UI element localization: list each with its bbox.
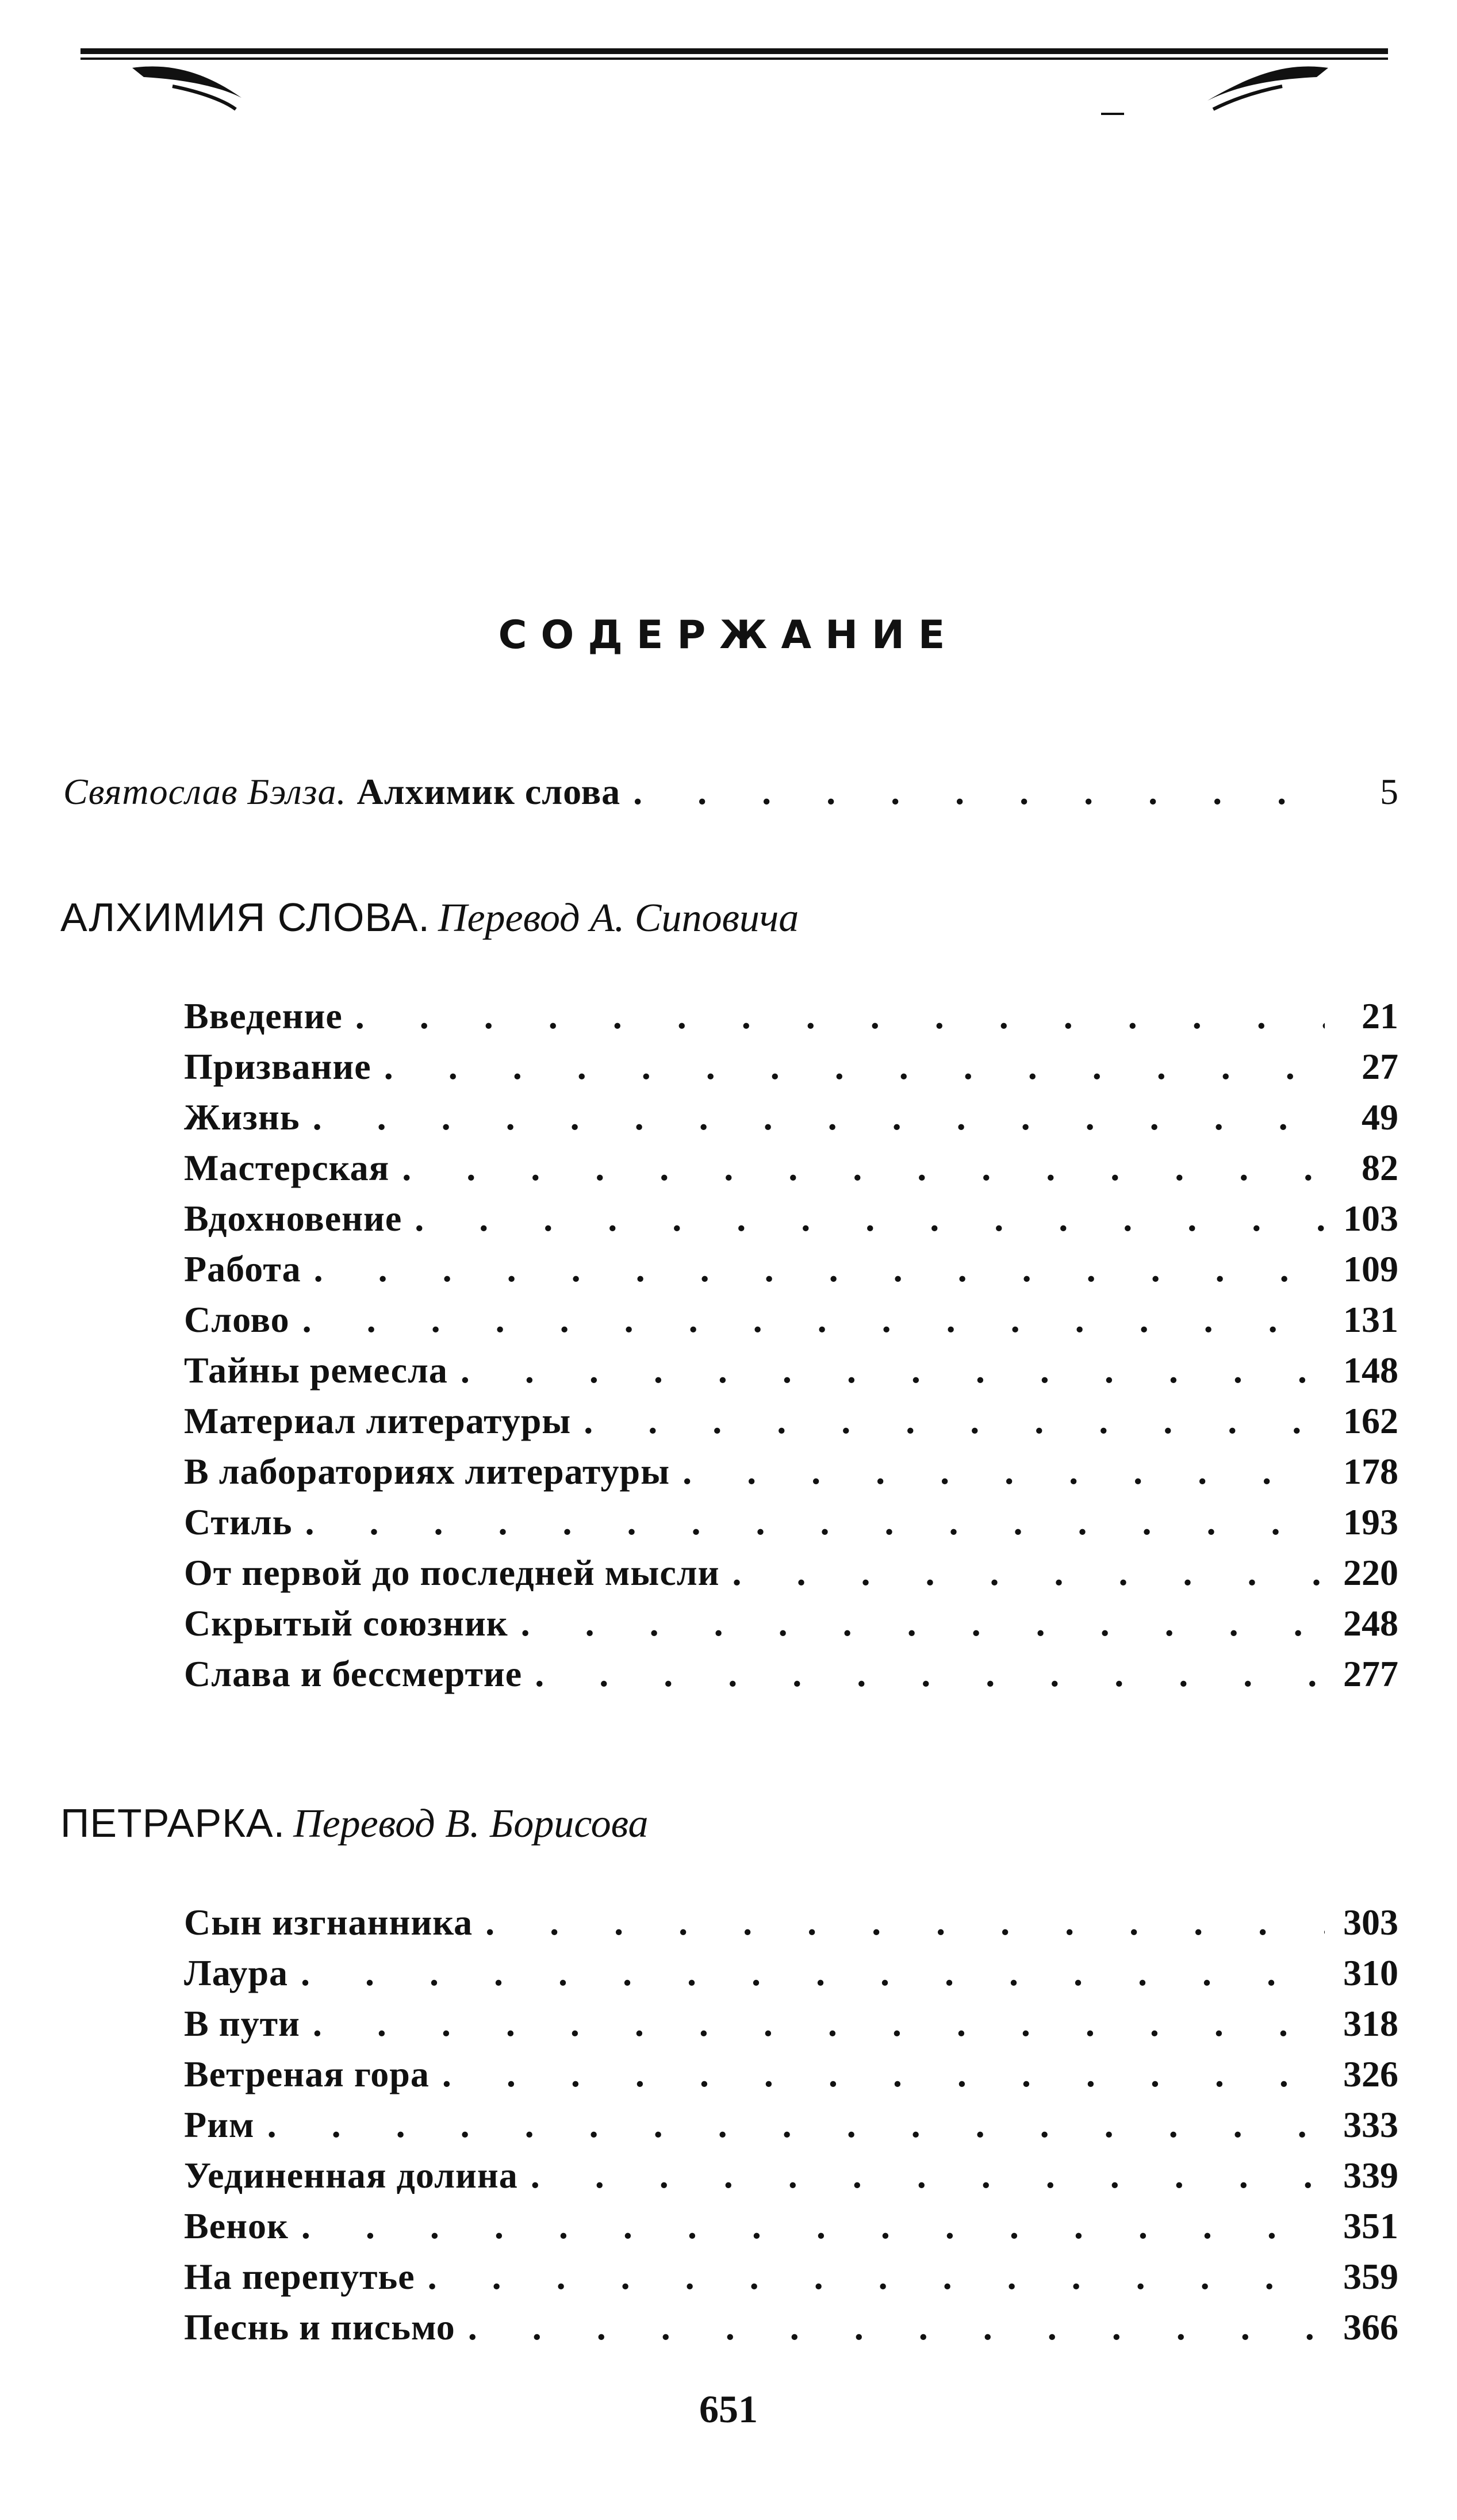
chapter-title: Введение [184,995,343,1036]
toc-entry[interactable] [184,1450,1398,1502]
toc-entry[interactable] [184,1552,1398,1603]
toc-entry[interactable] [184,995,1398,1047]
chapter-page: 333 [1343,2104,1398,2145]
dot-leader [301,1952,1325,1994]
chapter-title: Рим [184,2104,255,2145]
dot-leader [733,1552,1325,1594]
dot-leader [683,1450,1325,1493]
toc-entry[interactable] [184,1349,1398,1401]
chapter-title: Стиль [184,1502,293,1542]
chapter-title: Слово [184,1299,290,1340]
dot-leader [415,1197,1325,1240]
dot-leader [633,771,1325,813]
chapter-page: 303 [1343,1902,1398,1943]
dot-leader [313,2002,1325,2045]
toc-entry[interactable] [184,2205,1398,2257]
chapter-title: Мастерская [184,1147,390,1188]
chapter-title: Песнь и письмо [184,2307,455,2347]
ornament-right-hook [1213,86,1282,109]
toc-entry[interactable] [184,1901,1398,1953]
chapter-page: 178 [1343,1451,1398,1492]
intro-author: Святослав Бэлза. [63,771,347,812]
toc-entry[interactable] [184,1096,1398,1148]
chapter-title: Призвание [184,1046,371,1087]
dot-leader [485,1901,1325,1944]
toc-entry[interactable] [184,1400,1398,1452]
chapter-title: Венок [184,2205,289,2246]
toc-entry[interactable] [184,2154,1398,2206]
page-title: СОДЕРЖАНИЕ [498,612,959,658]
toc-entry[interactable] [184,1299,1398,1350]
chapter-title: Лаура [184,1952,289,1993]
ornament-left-flourish [132,66,241,98]
dot-leader [531,2154,1325,2197]
intro-label [63,771,620,813]
chapter-title: В лабораториях литературы [184,1451,670,1492]
chapter-title: Ветреная гора [184,2054,430,2094]
dot-leader [302,1299,1325,1341]
toc-entry[interactable] [184,1045,1398,1097]
chapter-title: Вдохновение [184,1198,402,1239]
chapter-title: От первой до последней мысли [184,1552,720,1593]
intro-title: Алхимик слова [356,771,621,812]
toc-entry[interactable] [184,2255,1398,2307]
chapter-page: 220 [1343,1552,1398,1593]
section-translator: Перевод В. Борисова [293,1802,649,1846]
chapter-page: 248 [1343,1603,1398,1644]
section-name: ПЕТРАРКА. [60,1801,286,1845]
section-heading-petrarch [60,1800,648,1847]
dot-leader [384,1045,1325,1088]
chapter-page: 21 [1362,995,1398,1036]
chapter-page: 162 [1343,1400,1398,1441]
dot-leader [468,2306,1325,2349]
chapter-page: 82 [1362,1147,1398,1188]
section-name: АЛХИМИЯ СЛОВА. [60,895,430,940]
toc-intro-entry[interactable] [63,771,1398,822]
dot-leader [355,995,1325,1037]
chapter-title: Скрытый союзник [184,1603,508,1644]
dot-leader [521,1602,1325,1645]
header-ornament [0,0,1457,150]
toc-entry[interactable] [184,1501,1398,1553]
chapter-page: 351 [1343,2205,1398,2246]
dot-leader [301,2205,1325,2247]
chapter-page: 148 [1343,1350,1398,1391]
dot-leader [402,1147,1325,1189]
chapter-title: В пути [184,2003,300,2044]
chapter-page: 193 [1343,1502,1398,1542]
chapter-page: 49 [1362,1097,1398,1138]
chapter-page: 359 [1343,2256,1398,2297]
chapter-title: Уединенная долина [184,2155,518,2196]
toc-entry[interactable] [184,1952,1398,2004]
chapter-title: Жизнь [184,1097,300,1138]
chapter-title: Работа [184,1248,301,1289]
dot-leader [428,2255,1325,2298]
dot-leader [314,1248,1325,1290]
toc-entry[interactable] [184,1147,1398,1198]
chapter-page: 277 [1343,1653,1398,1694]
dot-leader [313,1096,1325,1139]
chapter-page: 326 [1343,2054,1398,2094]
page-number: 651 [699,2387,758,2431]
chapter-title: Сын изгнанника [184,1902,473,1943]
chapter-page: 109 [1343,1248,1398,1289]
chapter-page: 27 [1362,1046,1398,1087]
ornament-right-flourish [1207,66,1328,101]
section-translator: Перевод А. Сиповича [438,896,799,940]
toc-entry[interactable] [184,2053,1398,2105]
ornament-second-rule [80,58,1388,60]
dot-leader [584,1400,1325,1442]
dot-leader [461,1349,1325,1392]
chapter-page: 103 [1343,1198,1398,1239]
chapter-page: 131 [1343,1299,1398,1340]
chapter-title: Материал литературы [184,1400,572,1441]
chapter-title: Слава и бессмертие [184,1653,523,1694]
section-heading-alchemy [60,894,799,941]
ornament-top-rule [80,48,1388,54]
dot-leader [535,1653,1325,1695]
intro-page: 5 [1380,771,1398,812]
chapter-title: Тайны ремесла [184,1350,448,1391]
dot-leader [305,1501,1325,1544]
toc-entry[interactable] [184,1653,1398,1705]
toc-entry[interactable] [184,1248,1398,1300]
chapter-page: 366 [1343,2307,1398,2347]
chapter-title: На перепутье [184,2256,415,2297]
chapter-page: 339 [1343,2155,1398,2196]
toc-entry[interactable] [184,2104,1398,2155]
dot-leader [267,2104,1325,2146]
dot-leader [442,2053,1325,2096]
toc-entry[interactable] [184,1602,1398,1654]
toc-entry[interactable] [184,1197,1398,1249]
toc-entry[interactable] [184,2306,1398,2358]
chapter-page: 310 [1343,1952,1398,1993]
toc-entry[interactable] [184,2002,1398,2054]
ornament-center-mark [1101,113,1124,115]
chapter-page: 318 [1343,2003,1398,2044]
